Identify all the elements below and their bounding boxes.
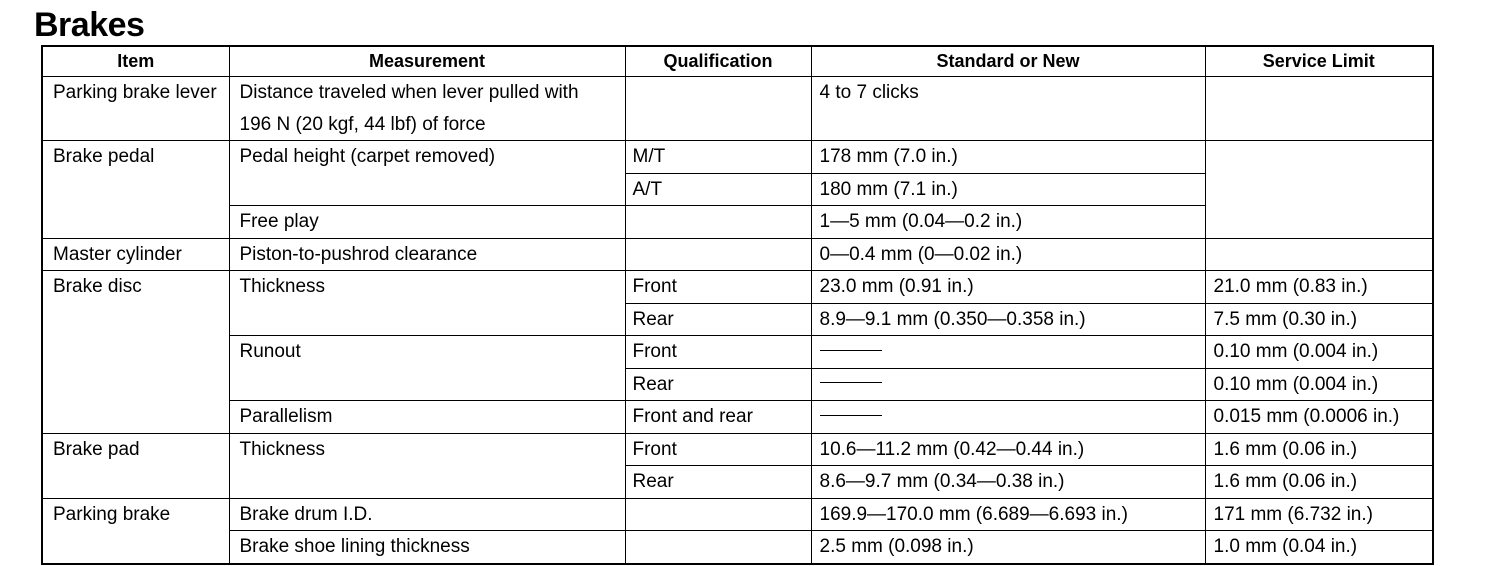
measurement-cell: Brake drum I.D. xyxy=(229,498,625,531)
standard-cell: 10.6—11.2 mm (0.42—0.44 in.) xyxy=(811,433,1205,466)
qualification-cell xyxy=(625,531,811,564)
standard-cell: 0—0.4 mm (0—0.02 in.) xyxy=(811,238,1205,271)
standard-cell xyxy=(811,401,1205,434)
limit-cell: 0.015 mm (0.0006 in.) xyxy=(1205,401,1433,434)
standard-cell: 169.9—170.0 mm (6.689—6.693 in.) xyxy=(811,498,1205,531)
header-measurement: Measurement xyxy=(229,46,625,77)
table-row xyxy=(42,498,1433,531)
measurement-cell: Distance traveled when lever pulled with 196 N (20 kgf, 44 lbf) of force xyxy=(229,77,625,141)
limit-cell: 1.6 mm (0.06 in.) xyxy=(1205,466,1433,499)
header-standard: Standard or New xyxy=(811,46,1205,77)
standard-cell: 4 to 7 clicks xyxy=(811,77,1205,141)
standard-cell xyxy=(811,336,1205,369)
limit-cell xyxy=(1205,77,1433,141)
qualification-cell: Rear xyxy=(625,303,811,336)
limit-cell: 7.5 mm (0.30 in.) xyxy=(1205,303,1433,336)
table-row xyxy=(42,141,1433,174)
qualification-cell: Front xyxy=(625,336,811,369)
measurement-cell: Thickness xyxy=(229,271,625,336)
item-cell: Parking brake lever xyxy=(42,77,229,141)
limit-cell xyxy=(1205,238,1433,271)
table-row xyxy=(42,238,1433,271)
item-cell: Parking brake xyxy=(42,498,229,564)
limit-cell: 21.0 mm (0.83 in.) xyxy=(1205,271,1433,304)
not-applicable-dash xyxy=(820,350,882,351)
measurement-cell: Parallelism xyxy=(229,401,625,434)
qualification-cell: M/T xyxy=(625,141,811,174)
limit-cell: 1.6 mm (0.06 in.) xyxy=(1205,433,1433,466)
standard-cell: 8.6—9.7 mm (0.34—0.38 in.) xyxy=(811,466,1205,499)
table-header-row xyxy=(42,46,1433,77)
qualification-cell xyxy=(625,77,811,141)
qualification-cell xyxy=(625,238,811,271)
not-applicable-dash xyxy=(820,382,882,383)
table-row xyxy=(42,433,1433,466)
qualification-cell: A/T xyxy=(625,173,811,206)
item-cell: Master cylinder xyxy=(42,238,229,271)
table-row xyxy=(42,531,1433,564)
standard-cell: 23.0 mm (0.91 in.) xyxy=(811,271,1205,304)
limit-cell: 0.10 mm (0.004 in.) xyxy=(1205,336,1433,369)
measurement-cell: Brake shoe lining thickness xyxy=(229,531,625,564)
qualification-cell: Rear xyxy=(625,466,811,499)
standard-cell: 178 mm (7.0 in.) xyxy=(811,141,1205,174)
header-qualification: Qualification xyxy=(625,46,811,77)
table-row xyxy=(42,336,1433,369)
qualification-cell: Front xyxy=(625,271,811,304)
item-cell: Brake pedal xyxy=(42,141,229,239)
brakes-spec-table xyxy=(41,45,1434,565)
header-service-limit: Service Limit xyxy=(1205,46,1433,77)
standard-cell: 8.9—9.1 mm (0.350—0.358 in.) xyxy=(811,303,1205,336)
limit-cell: 1.0 mm (0.04 in.) xyxy=(1205,531,1433,564)
measurement-cell: Runout xyxy=(229,336,625,401)
table-row xyxy=(42,77,1433,141)
header-item: Item xyxy=(42,46,229,77)
item-cell: Brake pad xyxy=(42,433,229,498)
limit-cell: 171 mm (6.732 in.) xyxy=(1205,498,1433,531)
table-row xyxy=(42,271,1433,304)
limit-cell xyxy=(1205,141,1433,239)
item-cell: Brake disc xyxy=(42,271,229,434)
not-applicable-dash xyxy=(820,415,882,416)
qualification-cell xyxy=(625,498,811,531)
standard-cell xyxy=(811,368,1205,401)
page-title: Brakes xyxy=(34,6,145,44)
standard-cell: 180 mm (7.1 in.) xyxy=(811,173,1205,206)
qualification-cell: Rear xyxy=(625,368,811,401)
measurement-cell: Thickness xyxy=(229,433,625,498)
standard-cell: 2.5 mm (0.098 in.) xyxy=(811,531,1205,564)
measurement-cell: Pedal height (carpet removed) xyxy=(229,141,625,206)
qualification-cell: Front and rear xyxy=(625,401,811,434)
qualification-cell: Front xyxy=(625,433,811,466)
qualification-cell xyxy=(625,206,811,239)
measurement-cell: Piston-to-pushrod clearance xyxy=(229,238,625,271)
table-row xyxy=(42,401,1433,434)
limit-cell: 0.10 mm (0.004 in.) xyxy=(1205,368,1433,401)
measurement-cell: Free play xyxy=(229,206,625,239)
standard-cell: 1—5 mm (0.04—0.2 in.) xyxy=(811,206,1205,239)
